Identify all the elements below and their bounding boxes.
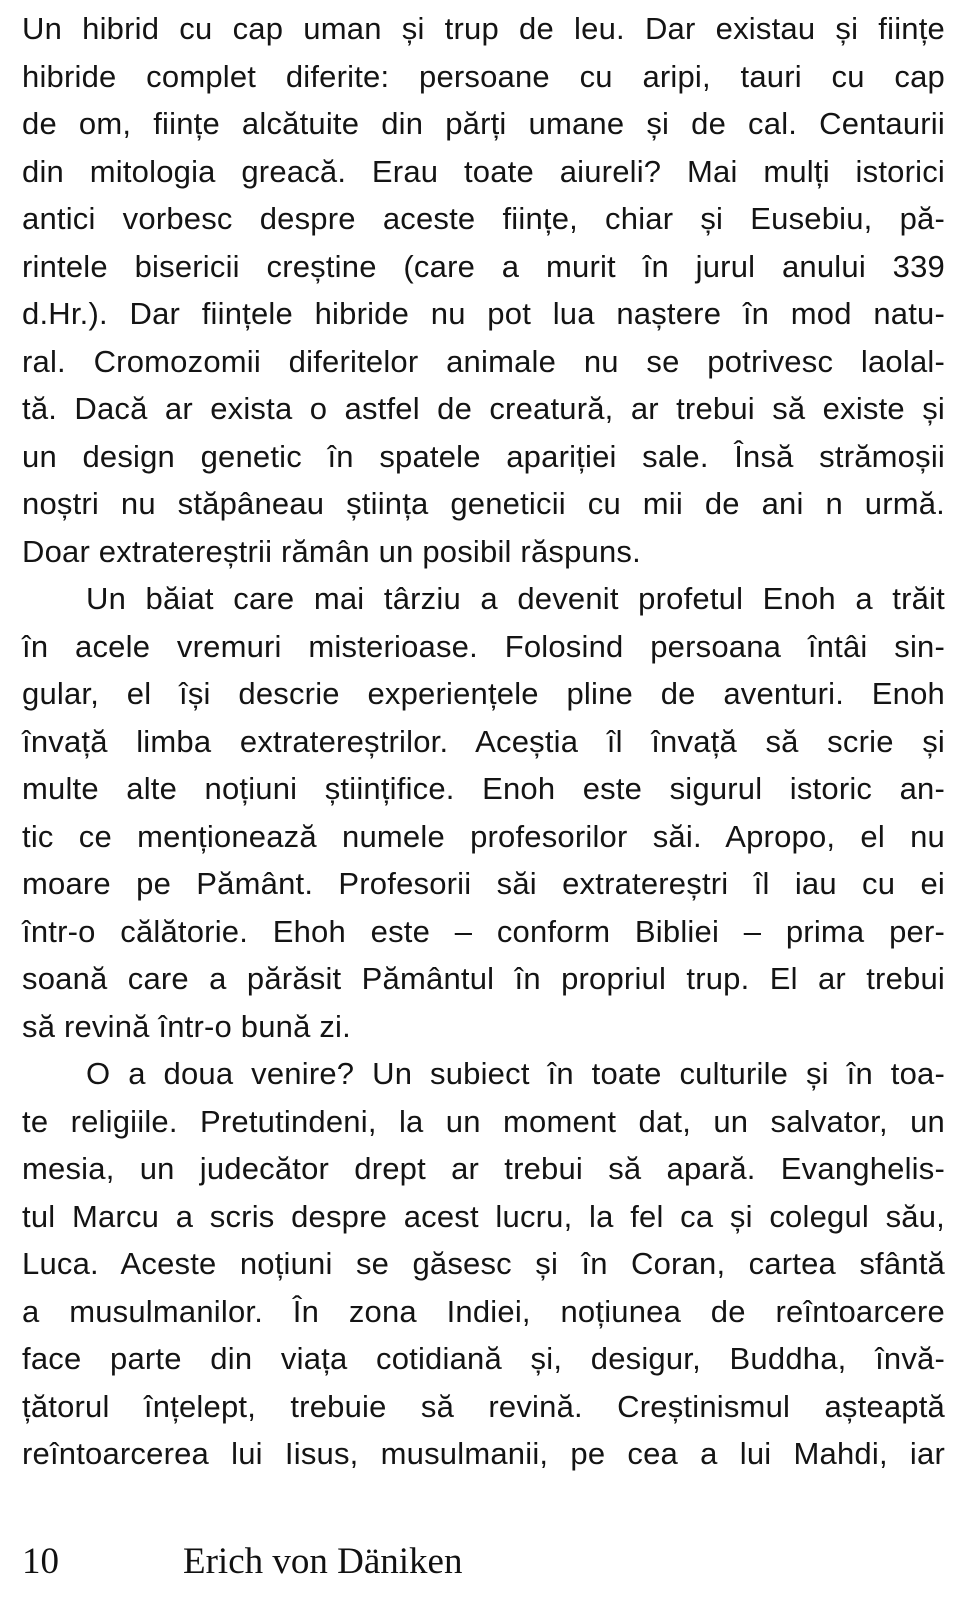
body-text — [22, 5, 945, 1478]
text-line: multe alte noțiuni științifice. Enoh este sigurul istoric an- — [22, 771, 945, 806]
text-line: d.Hr.). Dar ființele hibride nu pot lua naștere în mod natu- — [22, 296, 945, 331]
text-line: în acele vremuri misterioase. Folosind persoana întâi sin- — [22, 628, 945, 664]
paragraph — [22, 5, 945, 575]
text-line: tă. Dacă ar exista o astfel de creatură, ar trebui să existe și — [22, 391, 945, 426]
text-line: într-o călătorie. Ehoh este – conform Bibliei – prima per- — [22, 913, 945, 949]
text-line: învață limba extratereștrilor. Aceștia îl învață să scrie și — [22, 723, 945, 759]
text-line: țătorul înțelept, trebuie să revină. Creștinismul așteaptă — [22, 1388, 945, 1424]
page-number: 10 — [22, 1541, 59, 1582]
text-line: Un hibrid cu cap uman și trup de leu. Dar existau și ființe — [22, 11, 945, 46]
text-line: gular, el își descrie experiențele pline de aventuri. Enoh — [22, 676, 945, 711]
paragraph — [22, 1050, 945, 1478]
text-line: te religiile. Pretutindeni, la un moment dat, un salvator, un — [22, 1103, 945, 1139]
text-line: tul Marcu a scris despre acest lucru, la fel ca și colegul său, — [22, 1198, 945, 1234]
text-line: un design genetic în spatele apariției sale. Însă strămoșii — [22, 438, 945, 474]
text-line: Doar extratereștrii rămân un posibil răspuns. — [22, 533, 641, 569]
text-line: a musulmanilor. În zona Indiei, noțiunea de reîntoarcere — [22, 1293, 945, 1329]
text-line: tic ce menționează numele profesorilor săi. Apropo, el nu — [22, 818, 945, 854]
text-line: hibride complet diferite: persoane cu aripi, tauri cu cap — [22, 58, 945, 94]
text-line: antici vorbesc despre aceste ființe, chiar și Eusebiu, pă- — [22, 201, 945, 236]
text-line: rintele bisericii creștine (care a murit în jurul anului 339 — [22, 248, 945, 284]
text-line: reîntoarcerea lui Iisus, musulmanii, pe cea a lui Mahdi, iar — [22, 1436, 945, 1471]
running-head-title: Erich von Däniken — [183, 1541, 463, 1582]
text-line: să revină într-o bună zi. — [22, 1008, 351, 1044]
text-line: O a doua venire? Un subiect în toate culturile și în toa- — [86, 1056, 945, 1091]
text-line: moare pe Pământ. Profesorii săi extratereștri îl iau cu ei — [22, 866, 945, 901]
text-line: soană care a părăsit Pământul în propriul trup. El ar trebui — [22, 961, 945, 996]
text-line: noștri nu stăpâneau știința geneticii cu mii de ani n urmă. — [22, 486, 945, 521]
text-line: Un băiat care mai târziu a devenit profetul Enoh a trăit — [86, 581, 945, 616]
text-line: face parte din viața cotidiană și, desigur, Buddha, învă- — [22, 1341, 945, 1376]
text-line: din mitologia greacă. Erau toate aiureli? Mai mulți istorici — [22, 153, 945, 189]
text-line: mesia, un judecător drept ar trebui să apară. Evanghelis- — [22, 1151, 945, 1186]
text-line: Luca. Aceste noțiuni se găsesc și în Coran, cartea sfântă — [22, 1246, 945, 1281]
text-line: de om, ființe alcătuite din părți umane și de cal. Centaurii — [22, 106, 945, 141]
paragraph — [22, 575, 945, 1050]
page-footer — [22, 1541, 945, 1583]
text-line: ral. Cromozomii diferitelor animale nu se potrivesc laolal- — [22, 343, 945, 379]
